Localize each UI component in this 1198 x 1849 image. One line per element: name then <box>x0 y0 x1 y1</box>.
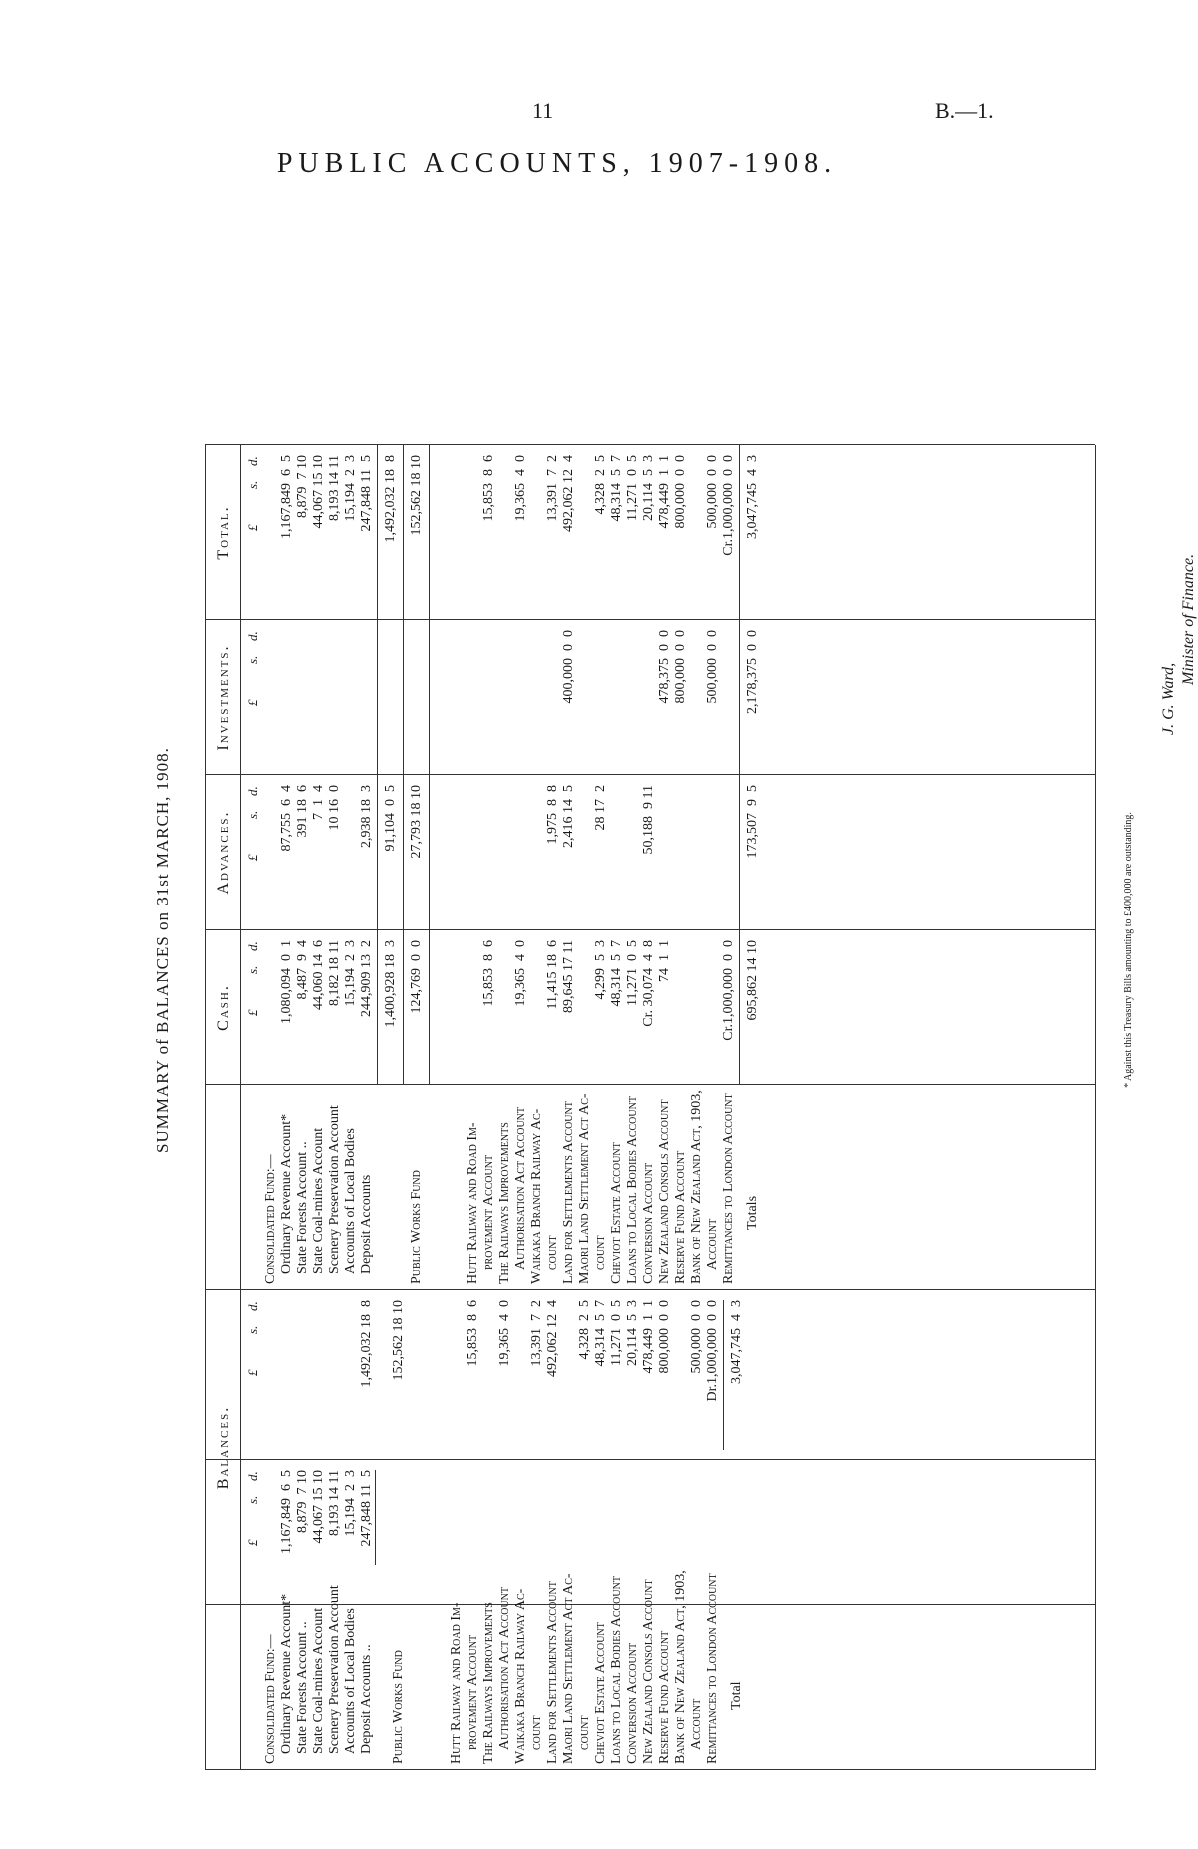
account-label: State Forests Account .. <box>295 1141 310 1274</box>
section-rule <box>429 445 430 1085</box>
total-amount: 800,000 0 0 <box>673 455 688 529</box>
account-label: Bank of New Zealand Act, 1903, <box>673 1570 688 1764</box>
public-works-fund-label: Public Works Fund <box>409 1170 424 1284</box>
account-label: Ordinary Revenue Account* <box>279 1593 294 1754</box>
cash-amount: 11,415 18 6 <box>545 940 560 1010</box>
cash-amount: 74 1 1 <box>657 940 672 982</box>
table-bottom-rule <box>1095 445 1096 1770</box>
subtotal-rule <box>375 1470 376 1565</box>
account-label: The Railways Improvements <box>497 1122 512 1284</box>
total-amount: 13,391 7 2 <box>545 455 560 522</box>
sheet-title: SUMMARY of BALANCES on 31st MARCH, 1908. <box>153 747 172 1153</box>
cash-amount: 15,194 2 3 <box>343 940 358 1007</box>
account-balance: 500,000 0 0 <box>689 1300 704 1374</box>
account-label-continued: count <box>593 1235 608 1270</box>
currency-unit-pence: d. <box>245 456 260 466</box>
cash-amount: 4,299 5 3 <box>593 940 608 1000</box>
account-label: State Coal-mines Account <box>311 1607 326 1754</box>
account-label: Loans to Local Bodies Account <box>625 1096 640 1284</box>
account-label: Waikaka Branch Railway Ac- <box>513 1588 528 1764</box>
advances-amount: 7 1 4 <box>311 785 326 820</box>
sub-amount: 15,194 2 3 <box>343 1470 358 1537</box>
account-balance: 11,271 0 5 <box>609 1300 624 1366</box>
cash-grand-total: 695,862 14 10 <box>745 940 760 1021</box>
advances-subtotal: 91,104 0 5 <box>383 785 398 852</box>
investments-amount: 400,000 0 0 <box>561 630 576 704</box>
total-amount: 20,114 5 3 <box>641 455 656 521</box>
table-top-rule <box>205 445 206 1770</box>
account-label: Land for Settlements Account <box>561 1101 576 1284</box>
currency-unit-shillings: s. <box>245 810 260 819</box>
column-rule <box>205 1769 1095 1770</box>
account-label: Deposit Accounts <box>359 1174 374 1274</box>
account-label: Cheviot Estate Account <box>593 1622 608 1764</box>
total-amount: Cr.1,000,000 0 0 <box>721 455 736 556</box>
cash-amount: 48,314 5 7 <box>609 940 624 1007</box>
advances-amount: 1,975 8 8 <box>545 785 560 845</box>
balances-summary-table <box>145 110 1197 1790</box>
total-subtotal: 1,492,032 18 8 <box>383 455 398 543</box>
cash-amount: Cr. 30,074 4 8 <box>641 940 656 1027</box>
currency-unit-pounds: £ <box>245 699 260 706</box>
cash-subtotal: 1,400,928 18 3 <box>383 940 398 1028</box>
total-amount: 11,271 0 5 <box>625 455 640 521</box>
account-balance: Dr.1,000,000 0 0 <box>705 1300 720 1402</box>
total-amount: 152,562 18 10 <box>409 455 424 536</box>
account-label-continued: Authorisation Act Account <box>513 1106 528 1270</box>
total-amount: 15,194 2 3 <box>343 455 358 522</box>
account-label: Maori Land Settlement Act Ac- <box>561 1573 576 1764</box>
account-label: Ordinary Revenue Account* <box>279 1113 294 1274</box>
account-label-continued: provement Account <box>481 1154 496 1270</box>
total-amount: 500,000 0 0 <box>705 455 720 529</box>
cash-amount: 44,060 14 6 <box>311 940 326 1010</box>
grand-total-balance: 3,047,745 4 3 <box>729 1300 744 1384</box>
currency-unit-pence: d. <box>245 1471 260 1481</box>
total-amount: 48,314 5 7 <box>609 455 624 522</box>
currency-unit-pounds: £ <box>245 1009 260 1016</box>
account-label: Scenery Preservation Account <box>327 1585 342 1754</box>
account-label: Accounts of Local Bodies <box>343 1608 358 1754</box>
advances-amount: 391 18 6 <box>295 785 310 838</box>
cash-amount: 89,645 17 11 <box>561 940 576 1013</box>
column-header-advances: Advances. <box>215 810 232 895</box>
cash-amount: 8,182 18 11 <box>327 940 342 1006</box>
account-label: Bank of New Zealand Act, 1903, <box>689 1090 704 1284</box>
consolidated-fund-heading: Consolidated Fund:— <box>263 1154 278 1284</box>
consolidated-fund-heading: Consolidated Fund:— <box>263 1634 278 1764</box>
investments-amount: 500,000 0 0 <box>705 630 720 704</box>
account-label: The Railways Improvements <box>481 1602 496 1764</box>
account-label-continued: Account <box>689 1698 704 1750</box>
account-label-continued: count <box>577 1715 592 1750</box>
account-balance: 478,449 1 1 <box>641 1300 656 1374</box>
public-works-fund-balance: 152,562 18 10 <box>391 1300 406 1381</box>
total-amount: 8,193 14 11 <box>327 455 342 521</box>
account-label-continued: count <box>529 1715 544 1750</box>
page-number: 11 <box>532 98 554 123</box>
account-balance: 4,328 2 5 <box>577 1300 592 1360</box>
account-balance: 19,365 4 0 <box>497 1300 512 1367</box>
total-amount: 247,848 11 5 <box>359 455 374 532</box>
advances-amount: 2,938 18 3 <box>359 785 374 848</box>
footnote: * Against this Treasury Bills amounting to £400,000 are outstanding. <box>1123 812 1134 1088</box>
account-label: Accounts of Local Bodies <box>343 1128 358 1274</box>
currency-unit-shillings: s. <box>245 965 260 974</box>
cash-amount: 15,853 8 6 <box>481 940 496 1007</box>
column-header-investments: Investments. <box>215 644 232 751</box>
cash-amount: 124,769 0 0 <box>409 940 424 1014</box>
account-label: New Zealand Consols Account <box>657 1099 672 1284</box>
cash-amount: Cr.1,000,000 0 0 <box>721 940 736 1041</box>
account-balance: 492,062 12 4 <box>545 1300 560 1377</box>
account-label: New Zealand Consols Account <box>641 1579 656 1764</box>
cash-amount: 1,080,094 0 1 <box>279 940 294 1024</box>
account-balance: 15,853 8 6 <box>465 1300 480 1367</box>
column-rule <box>205 1289 1095 1290</box>
signature-title: Minister of Finance. <box>1180 553 1197 685</box>
currency-unit-shillings: s. <box>245 1495 260 1504</box>
account-label: Hutt Railway and Road Im- <box>449 1602 464 1764</box>
currency-unit-pounds: £ <box>245 524 260 531</box>
account-label: Scenery Preservation Account <box>327 1105 342 1274</box>
cash-amount: 244,909 13 2 <box>359 940 374 1017</box>
advances-amount: 27,793 18 10 <box>409 785 424 859</box>
currency-unit-shillings: s. <box>245 1325 260 1334</box>
cash-amount: 8,487 9 4 <box>295 940 310 1000</box>
account-label: State Forests Account .. <box>295 1621 310 1754</box>
total-amount: 44,067 15 10 <box>311 455 326 529</box>
account-label-continued: Authorisation Act Account <box>497 1586 512 1750</box>
page-title: PUBLIC ACCOUNTS, 1907-1908. <box>276 148 838 179</box>
sub-amount: 247,848 11 5 <box>359 1470 374 1547</box>
advances-amount: 28 17 2 <box>593 785 608 831</box>
header-rule <box>240 445 241 1770</box>
column-rule <box>205 774 1095 775</box>
account-label: Maori Land Settlement Act Ac- <box>577 1093 592 1284</box>
account-label: Conversion Account <box>641 1162 656 1284</box>
account-label: Loans to Local Bodies Account <box>609 1576 624 1764</box>
total-amount: 1,167,849 6 5 <box>279 455 294 539</box>
account-balance: 800,000 0 0 <box>657 1300 672 1374</box>
currency-unit-pence: d. <box>245 1301 260 1311</box>
currency-unit-shillings: s. <box>245 655 260 664</box>
account-balance: 13,391 7 2 <box>529 1300 544 1367</box>
account-label-continued: count <box>545 1235 560 1270</box>
account-label: Reserve Fund Account <box>657 1630 672 1764</box>
document-reference: B.—1. <box>935 98 994 123</box>
account-label: Land for Settlements Account <box>545 1581 560 1764</box>
total-amount: 15,853 8 6 <box>481 455 496 522</box>
total-rule <box>723 1300 724 1450</box>
cash-amount: 19,365 4 0 <box>513 940 528 1007</box>
total-amount: 492,062 12 4 <box>561 455 576 532</box>
total-amount: 19,365 4 0 <box>513 455 528 522</box>
sub-amount: 8,193 14 11 <box>327 1470 342 1536</box>
account-label: Waikaka Branch Railway Ac- <box>529 1108 544 1284</box>
account-label: Remittances to London Account <box>705 1573 720 1764</box>
currency-unit-pence: d. <box>245 631 260 641</box>
column-header-cash: Cash. <box>215 984 232 1031</box>
total-rule <box>739 445 740 1085</box>
subtotal-rule <box>377 445 378 1085</box>
total-label: Total <box>729 1681 744 1710</box>
advances-amount: 2,416 14 5 <box>561 785 576 848</box>
grand-total: 3,047,745 4 3 <box>745 455 760 539</box>
column-header-total: Total. <box>215 505 232 560</box>
currency-unit-pence: d. <box>245 941 260 951</box>
investments-grand-total: 2,178,375 0 0 <box>745 630 760 714</box>
column-rule <box>205 444 1095 445</box>
public-works-fund-label: Public Works Fund <box>391 1650 406 1764</box>
advances-amount: 50,188 9 11 <box>641 785 656 855</box>
total-amount: 4,328 2 5 <box>593 455 608 515</box>
currency-unit-pence: d. <box>245 786 260 796</box>
total-amount: 478,449 1 1 <box>657 455 672 529</box>
total-amount: 8,879 7 10 <box>295 455 310 518</box>
account-label-continued: provement Account <box>465 1634 480 1750</box>
currency-unit-pounds: £ <box>245 854 260 861</box>
advances-grand-total: 173,507 9 5 <box>745 785 760 859</box>
account-label: Remittances to London Account <box>721 1093 736 1284</box>
advances-amount: 87,755 6 4 <box>279 785 294 852</box>
signature-name: J. G. Ward, <box>1160 662 1177 735</box>
currency-unit-pounds: £ <box>245 1369 260 1376</box>
account-label: Reserve Fund Account <box>673 1150 688 1284</box>
account-label-continued: Account <box>705 1218 720 1270</box>
currency-unit-shillings: s. <box>245 480 260 489</box>
column-header-balances: Balances. <box>215 1405 232 1490</box>
account-label: Conversion Account <box>625 1642 640 1764</box>
account-balance: 48,314 5 7 <box>593 1300 608 1367</box>
investments-amount: 800,000 0 0 <box>673 630 688 704</box>
totals-label: Totals <box>745 1195 760 1230</box>
account-label: Cheviot Estate Account <box>609 1142 624 1284</box>
consolidated-fund-balance: 1,492,032 18 8 <box>359 1300 374 1388</box>
subtotal-rule <box>403 445 404 1085</box>
account-balance: 20,114 5 3 <box>625 1300 640 1366</box>
account-label: Deposit Accounts .. <box>359 1644 374 1754</box>
investments-amount: 478,375 0 0 <box>657 630 672 704</box>
currency-unit-pounds: £ <box>245 1539 260 1546</box>
cash-amount: 11,271 0 5 <box>625 940 640 1006</box>
sub-amount: 1,167,849 6 5 <box>279 1470 294 1554</box>
sub-amount: 8,879 7 10 <box>295 1470 310 1533</box>
advances-amount: 10 16 0 <box>327 785 342 831</box>
account-label: State Coal-mines Account <box>311 1127 326 1274</box>
account-label: Hutt Railway and Road Im- <box>465 1122 480 1284</box>
sub-amount: 44,067 15 10 <box>311 1470 326 1544</box>
